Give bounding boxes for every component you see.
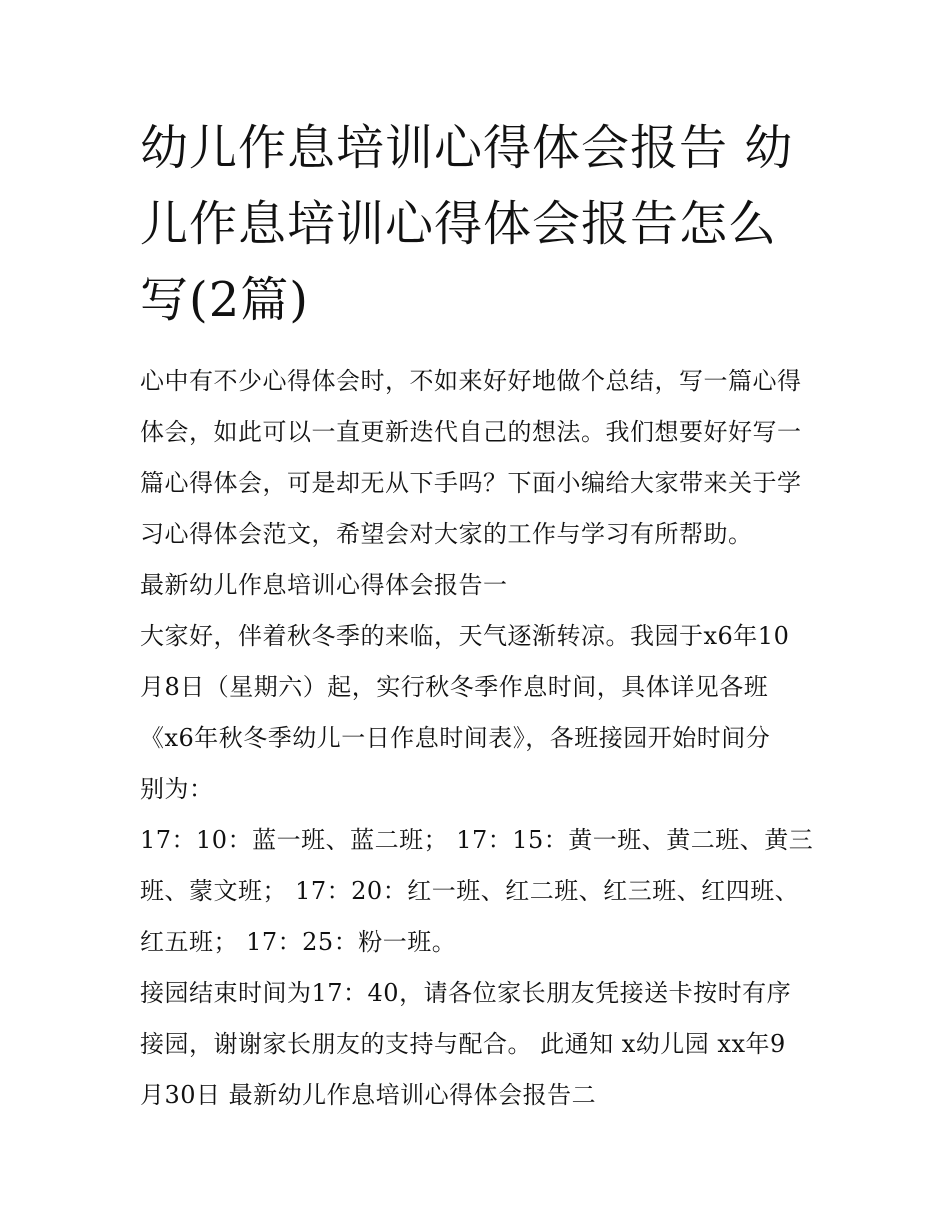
section-heading-1: 最新幼儿作息培训心得体会报告一 <box>140 571 508 599</box>
body-line-4: 习心得体会范文，希望会对大家的工作与学习有所帮助。 <box>140 520 753 548</box>
body-line-9: 别为： <box>140 775 214 803</box>
title-line-3: 写(2篇) <box>140 272 309 328</box>
body-line-8: 《x6年秋冬季幼儿一日作息时间表》，各班接园开始时间分 <box>140 724 771 752</box>
document-body <box>140 356 820 1121</box>
body-line-15: 月30日 最新幼儿作息培训心得体会报告二 <box>140 1081 597 1109</box>
body-line-12: 红五班； 17：25：粉一班。 <box>140 928 457 956</box>
body-line-2: 体会，如此可以一直更新迭代自己的想法。我们想要好好写一 <box>140 418 802 446</box>
body-line-14: 接园，谢谢家长朋友的支持与配合。 此通知 x幼儿园 xx年9 <box>140 1030 786 1058</box>
document-title <box>140 110 820 338</box>
body-line-6: 大家好，伴着秋冬季的来临，天气逐渐转凉。我园于x6年10 <box>140 622 790 650</box>
body-line-7: 月8日（星期六）起，实行秋冬季作息时间，具体详见各班 <box>140 673 769 701</box>
document-page <box>140 110 820 1121</box>
body-line-3: 篇心得体会，可是却无从下手吗？下面小编给大家带来关于学 <box>140 469 802 497</box>
body-line-13: 接园结束时间为17：40，请各位家长朋友凭接送卡按时有序 <box>140 979 792 1007</box>
body-line-10: 17：10：蓝一班、蓝二班； 17：15：黄一班、黄二班、黄三 <box>140 826 814 854</box>
title-line-1: 幼儿作息培训心得体会报告 幼 <box>140 120 794 176</box>
body-line-1: 心中有不少心得体会时，不如来好好地做个总结，写一篇心得 <box>140 367 802 395</box>
title-line-2: 儿作息培训心得体会报告怎么 <box>140 196 778 252</box>
body-line-11: 班、蒙文班； 17：20：红一班、红二班、红三班、红四班、 <box>140 877 800 905</box>
